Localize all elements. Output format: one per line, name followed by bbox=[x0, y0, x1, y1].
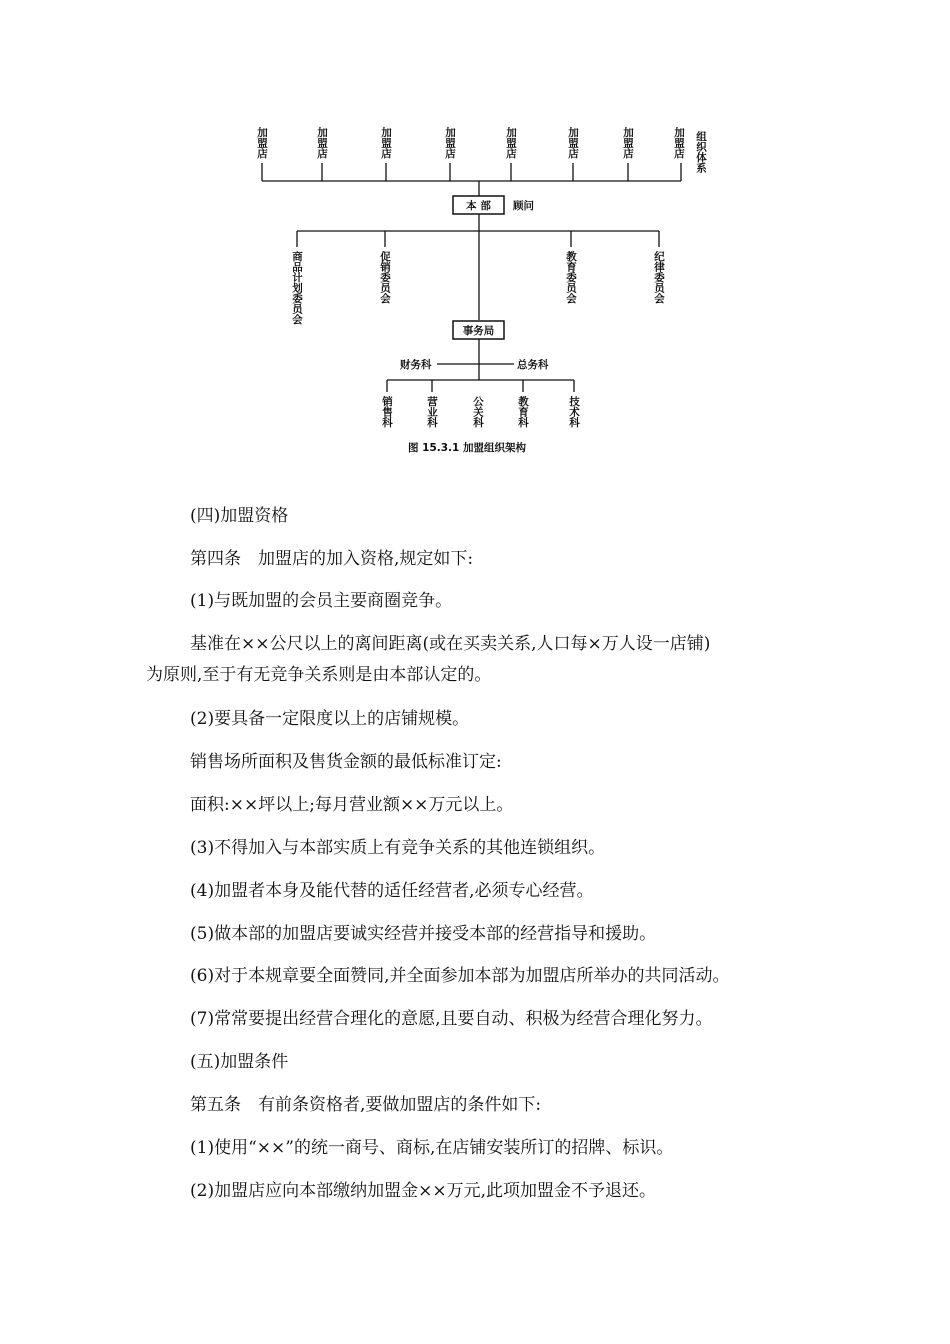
item-1-detail-line-2: 为原则,至于有无竞争关系则是由本部认定的。 bbox=[146, 665, 492, 685]
qualification-item-4: (4)加盟者本身及能代替的适任经营者,必须专心经营。 bbox=[190, 881, 594, 901]
qualification-item-6: (6)对于本规章要全面赞同,并全面参加本部为加盟店所举办的共同活动。 bbox=[190, 966, 730, 986]
secretariat-box-label: 事务局 bbox=[462, 325, 495, 337]
headquarters-box-label: 本 部 bbox=[466, 200, 491, 212]
qualification-item-2: (2)要具备一定限度以上的店铺规模。 bbox=[190, 709, 470, 729]
committee-discipline: 纪律委员会 bbox=[653, 251, 665, 304]
article-4: 第四条 加盟店的加入资格,规定如下: bbox=[190, 549, 474, 569]
qualification-item-7: (7)常常要提出经营合理化的意愿,且要自动、积极为经营合理化努力。 bbox=[190, 1009, 713, 1029]
franchise-store-2: 加盟店 bbox=[316, 127, 328, 159]
franchise-store-4: 加盟店 bbox=[444, 127, 456, 159]
qualification-item-5: (5)做本部的加盟店要诚实经营并接受本部的经营指导和援助。 bbox=[190, 924, 657, 944]
section-business: 营业科 bbox=[426, 396, 438, 428]
section-sales: 销售科 bbox=[381, 396, 393, 428]
section-public-relations: 公关科 bbox=[472, 396, 484, 428]
committee-promotion: 促销委员会 bbox=[379, 251, 391, 304]
qualification-item-1: (1)与既加盟的会员主要商圈竞争。 bbox=[190, 591, 453, 611]
franchise-store-1: 加盟店 bbox=[256, 127, 268, 159]
advisor-label: 顾问 bbox=[513, 200, 534, 212]
committee-education: 教育委员会 bbox=[565, 251, 577, 304]
franchise-store-7: 加盟店 bbox=[622, 127, 634, 159]
heading-franchise-conditions: (五)加盟条件 bbox=[190, 1052, 289, 1072]
general-affairs-label: 总务科 bbox=[517, 359, 549, 371]
heading-franchise-qualification: (四)加盟资格 bbox=[190, 506, 289, 526]
franchise-store-8: 加盟店 bbox=[673, 127, 685, 159]
item-1-detail-line-1: 基准在××公尺以上的离间距离(或在买卖关系,人口每×万人设一店铺) bbox=[190, 634, 711, 654]
committee-merchandise-planning: 商品计划委员会 bbox=[291, 251, 303, 325]
condition-item-2: (2)加盟店应向本部缴纳加盟金××万元,此项加盟金不予退还。 bbox=[190, 1181, 656, 1201]
item-2-detail: 销售场所面积及售货金额的最低标准订定: bbox=[190, 752, 502, 772]
condition-item-1: (1)使用“××”的统一商号、商标,在店铺安装所订的招牌、标识。 bbox=[190, 1138, 674, 1158]
figure-caption: 图 15.3.1 加盟组织架构 bbox=[408, 442, 527, 454]
article-5: 第五条 有前条资格者,要做加盟店的条件如下: bbox=[190, 1095, 542, 1115]
org-system-label: 组织体系 bbox=[695, 131, 707, 173]
qualification-item-3: (3)不得加入与本部实质上有竞争关系的其他连锁组织。 bbox=[190, 838, 606, 858]
franchise-store-6: 加盟店 bbox=[567, 127, 579, 159]
item-2-standard: 面积:××坪以上;每月营业额××万元以上。 bbox=[190, 795, 514, 815]
franchise-store-5: 加盟店 bbox=[505, 127, 517, 159]
org-chart-diagram bbox=[0, 0, 950, 470]
section-technology: 技术科 bbox=[568, 396, 580, 428]
finance-section-label: 财务科 bbox=[400, 359, 432, 371]
franchise-store-3: 加盟店 bbox=[380, 127, 392, 159]
section-education: 教育科 bbox=[517, 396, 529, 428]
